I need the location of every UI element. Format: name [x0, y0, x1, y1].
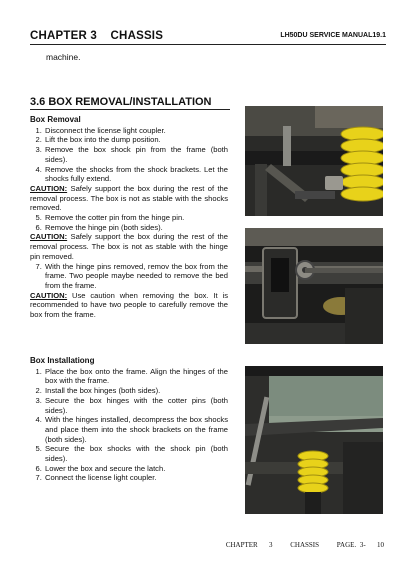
- list-item: 6. Remove the hinge pin (both sides).: [44, 223, 228, 233]
- footer-page: PAGE. 3- 10: [336, 541, 384, 549]
- list-item: 1. Place the box onto the frame. Align the hinges of the box with the frame.: [44, 367, 228, 386]
- list-item: 5. Secure the box shocks with the shock pin (both sides).: [44, 444, 228, 463]
- caution-note: [30, 291, 228, 320]
- removal-steps-a: [30, 126, 228, 184]
- list-item: 7. Connect the license light coupler.: [44, 473, 228, 483]
- intro-text: machine.: [46, 52, 81, 62]
- box-removal-section: [30, 115, 228, 320]
- caution-text: Safely support the box during the rest of the removal process. The box is not as stable with the hinge pin removed.: [30, 232, 228, 261]
- caution-label: CAUTION:: [30, 183, 68, 193]
- caution-note: [30, 232, 228, 261]
- footer-section: CHASSIS: [290, 541, 320, 549]
- chapter-title: CHAPTER 3 CHASSIS: [30, 30, 164, 42]
- list-item: 5. Remove the cotter pin from the hinge pin.: [44, 213, 228, 223]
- list-item: 3. Remove the box shock pin from the frame (both sides).: [44, 145, 228, 164]
- list-item: 4. Remove the shocks from the shock brackets. Let the shocks fully extend.: [44, 165, 228, 184]
- caution-text: Safely support the box during the rest of the removal process. The box is not as stable with the shocks removed.: [30, 183, 228, 213]
- list-item: 3. Secure the box hinges with the cotter pins (both sides).: [44, 396, 228, 415]
- caution-text: Use caution when removing the box. It is recommended to have two people to carefully remove the box from the frame.: [30, 290, 228, 320]
- caution-label: CAUTION:: [30, 232, 68, 242]
- hinge-photo: [245, 228, 383, 344]
- page-footer: [212, 541, 384, 549]
- manual-title: LH50DU SERVICE MANUAL19.1: [280, 32, 386, 39]
- section-title: 3.6 BOX REMOVAL/INSTALLATION: [30, 96, 230, 110]
- caution-label: CAUTION:: [30, 290, 68, 300]
- removal-steps-c: [30, 262, 228, 291]
- list-item: 7. With the hinge pins removed, remov the box from the frame. Two people maybe needed to remove the bed from the frame.: [44, 262, 228, 291]
- installed-box-photo: [245, 366, 383, 514]
- list-item: 2. Install the box hinges (both sides).: [44, 386, 228, 396]
- removal-steps-b: [30, 213, 228, 232]
- list-item: 2. Lift the box into the dump position.: [44, 135, 228, 145]
- install-steps: [30, 367, 228, 483]
- page-header: [30, 30, 386, 45]
- list-item: 6. Lower the box and secure the latch.: [44, 464, 228, 474]
- caution-note: [30, 184, 228, 213]
- footer-chapter: CHAPTER 3: [225, 541, 273, 549]
- box-install-section: [30, 356, 228, 483]
- install-title: Box Installationg: [30, 356, 95, 365]
- list-item: 1. Disconnect the license light coupler.: [44, 126, 228, 136]
- removal-title: Box Removal: [30, 115, 81, 124]
- list-item: 4. With the hinges installed, decompress the box shocks and place them into the shock brackets on the frame (both sides).: [44, 415, 228, 444]
- shock-photo: [245, 106, 383, 216]
